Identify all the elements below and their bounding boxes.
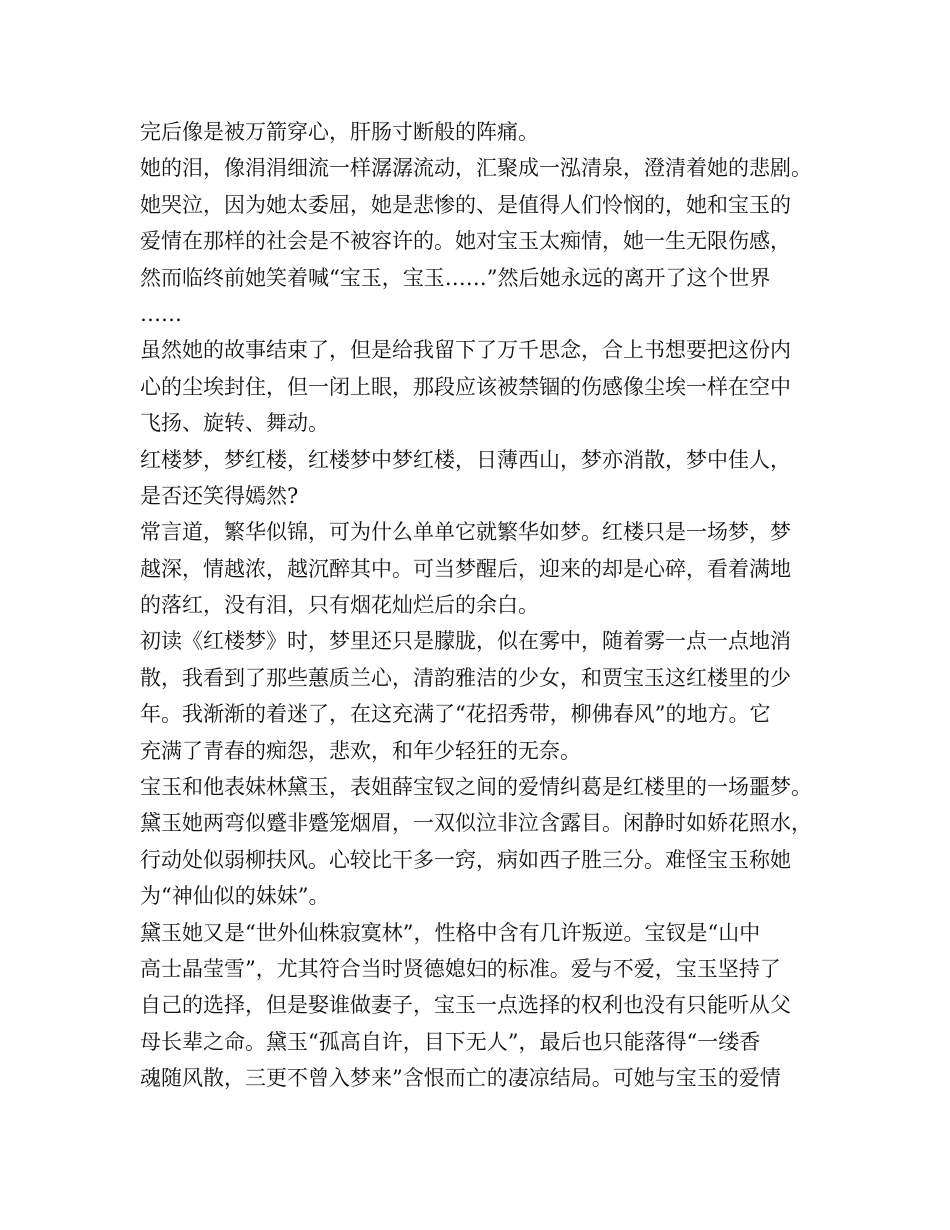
text-line: 宝玉和他表妹林黛玉，表姐薛宝钗之间的爱情纠葛是红楼里的一场噩梦。 bbox=[140, 775, 812, 800]
text-line: 完后像是被万箭穿心，肝肠寸断般的阵痛。 bbox=[140, 120, 539, 144]
text-line: 高士晶莹雪”，尤其符合当时贤德媳妇的标准。爱与不爱，宝玉坚持了 bbox=[140, 956, 781, 981]
text-line: 初读《红楼梦》时，梦里还只是朦胧，似在雾中，随着雾一点一点地消 bbox=[140, 629, 791, 654]
text-line: 虽然她的故事结束了，但是给我留下了万千思念，合上书想要把这份内 bbox=[140, 338, 791, 363]
text-line: 越深，情越浓，越沉醉其中。可当梦醒后，迎来的却是心碎，看着满地 bbox=[140, 556, 791, 581]
text-line: 飞扬、旋转、舞动。 bbox=[140, 411, 329, 436]
text-line: 黛玉她两弯似蹙非蹙笼烟眉，一双似泣非泣含露目。闲静时如娇花照水， bbox=[140, 811, 812, 836]
text-line: 魂随风散，三更不曾入梦来”含恨而亡的凄凉结局。可她与宝玉的爱情 bbox=[140, 1066, 781, 1091]
text-line: 心的尘埃封住，但一闭上眼，那段应该被禁锢的伤感像尘埃一样在空中 bbox=[140, 374, 791, 399]
text-line: 年。我渐渐的着迷了，在这充满了“花招秀带，柳佛春风”的地方。它 bbox=[140, 702, 771, 727]
text-line: 红楼梦，梦红楼，红楼梦中梦红楼，日薄西山，梦亦消散，梦中佳人， bbox=[140, 447, 791, 472]
text-line: 为“神仙似的妹妹”。 bbox=[140, 884, 330, 909]
text-line: 自己的选择，但是娶谁做妻子，宝玉一点选择的权利也没有只能听从父 bbox=[140, 993, 791, 1018]
text-line: 然而临终前她笑着喊“宝玉，宝玉……”然后她永远的离开了这个世界 bbox=[140, 265, 771, 290]
text-line: 她的泪，像涓涓细流一样潺潺流动，汇聚成一泓清泉，澄清着她的悲剧。 bbox=[140, 156, 812, 181]
text-line: 母长辈之命。黛玉“孤高自许，目下无人”，最后也只能落得“一缕香 bbox=[140, 1029, 761, 1054]
text-line: 常言道，繁华似锦，可为什么单单它就繁华如梦。红楼只是一场梦，梦 bbox=[140, 520, 791, 545]
text-line: …… bbox=[140, 301, 182, 326]
text-line: 的落红，没有泪，只有烟花灿烂后的余白。 bbox=[140, 593, 539, 618]
text-line: 她哭泣，因为她太委屈，她是悲惨的、是值得人们怜悯的，她和宝玉的 bbox=[140, 192, 791, 217]
document-body bbox=[140, 114, 830, 1097]
text-line: 爱情在那样的社会是不被容许的。她对宝玉太痴情，她一生无限伤感， bbox=[140, 229, 791, 254]
text-line: 是否还笑得嫣然? bbox=[140, 483, 299, 508]
text-line: 充满了青春的痴怨，悲欢，和年少轻狂的无奈。 bbox=[140, 738, 581, 763]
text-line: 散，我看到了那些蕙质兰心，清韵雅洁的少女，和贾宝玉这红楼里的少 bbox=[140, 665, 791, 690]
text-line: 行动处似弱柳扶风。心较比干多一窍，病如西子胜三分。难怪宝玉称她 bbox=[140, 847, 791, 872]
text-line: 黛玉她又是“世外仙株寂寞林”，性格中含有几许叛逆。宝钗是“山中 bbox=[140, 920, 761, 945]
